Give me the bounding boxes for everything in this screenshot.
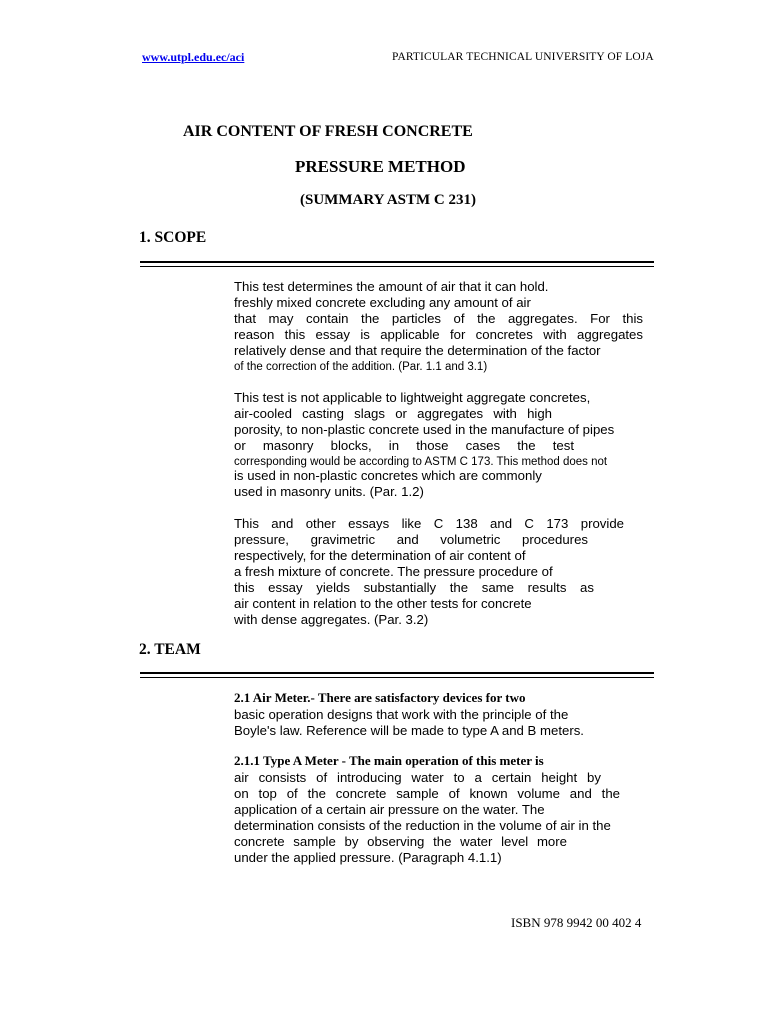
text-line: with dense aggregates. (Par. 3.2) bbox=[234, 612, 429, 627]
text-line: used in masonry units. (Par. 1.2) bbox=[234, 484, 424, 499]
text-line: reason this essay is applicable for concretes with aggregates bbox=[234, 327, 643, 342]
text-line: This test determines the amount of air that it can hold. bbox=[234, 279, 549, 294]
subsection-title-type-a-meter: 2.1.1 Type A Meter - The main operation of this meter is bbox=[234, 753, 544, 768]
section-heading-scope: 1. SCOPE bbox=[139, 229, 207, 246]
text-line: on top of the concrete sample of known volume and the bbox=[234, 786, 620, 801]
text-line: concrete sample by observing the water level more bbox=[234, 834, 567, 849]
text-line: freshly mixed concrete excluding any amount of air bbox=[234, 295, 531, 310]
text-line: basic operation designs that work with the principle of the bbox=[234, 707, 569, 722]
section-divider bbox=[140, 261, 654, 267]
section-divider bbox=[140, 672, 654, 678]
document-subtitle: PRESSURE METHOD bbox=[295, 157, 466, 176]
document-standard: (SUMMARY ASTM C 231) bbox=[300, 192, 476, 208]
section-heading-team: 2. TEAM bbox=[139, 641, 201, 658]
isbn-number: ISBN 978 9942 00 402 4 bbox=[511, 915, 642, 930]
text-line: pressure, gravimetric and volumetric procedures bbox=[234, 532, 588, 547]
text-line: respectively, for the determination of air content of bbox=[234, 548, 526, 563]
text-line: this essay yields substantially the same results as bbox=[234, 580, 594, 595]
document-title: AIR CONTENT OF FRESH CONCRETE bbox=[183, 123, 473, 140]
text-line: or masonry blocks, in those cases the test bbox=[234, 438, 574, 453]
header-url-link[interactable]: www.utpl.edu.ec/aci bbox=[142, 50, 245, 64]
text-line: relatively dense and that require the determination of the factor bbox=[234, 343, 601, 358]
text-line: is used in non-plastic concretes which are commonly bbox=[234, 468, 542, 483]
text-line: a fresh mixture of concrete. The pressure procedure of bbox=[234, 564, 553, 579]
text-line: corresponding would be according to ASTM C 173. This method does not bbox=[234, 456, 608, 468]
subsection-title-air-meter: 2.1 Air Meter.- There are satisfactory devices for two bbox=[234, 690, 526, 705]
text-line: that may contain the particles of the aggregates. For this bbox=[234, 311, 643, 326]
text-line: porosity, to non-plastic concrete used in the manufacture of pipes bbox=[234, 422, 615, 437]
text-line: of the correction of the addition. (Par. 1.1 and 3.1) bbox=[234, 361, 488, 373]
text-line: air content in relation to the other tests for concrete bbox=[234, 596, 532, 611]
header-university-name: PARTICULAR TECHNICAL UNIVERSITY OF LOJA bbox=[392, 51, 654, 63]
text-line: air-cooled casting slags or aggregates with high bbox=[234, 406, 552, 421]
text-line: This and other essays like C 138 and C 173 provide bbox=[234, 516, 624, 531]
text-line: under the applied pressure. (Paragraph 4.1.1) bbox=[234, 850, 502, 865]
text-line: air consists of introducing water to a certain height by bbox=[234, 770, 601, 785]
text-line: determination consists of the reduction in the volume of air in the bbox=[234, 818, 611, 833]
text-line: This test is not applicable to lightweight aggregate concretes, bbox=[234, 390, 591, 405]
text-line: application of a certain air pressure on the water. The bbox=[234, 802, 545, 817]
text-line: Boyle's law. Reference will be made to type A and B meters. bbox=[234, 723, 584, 738]
